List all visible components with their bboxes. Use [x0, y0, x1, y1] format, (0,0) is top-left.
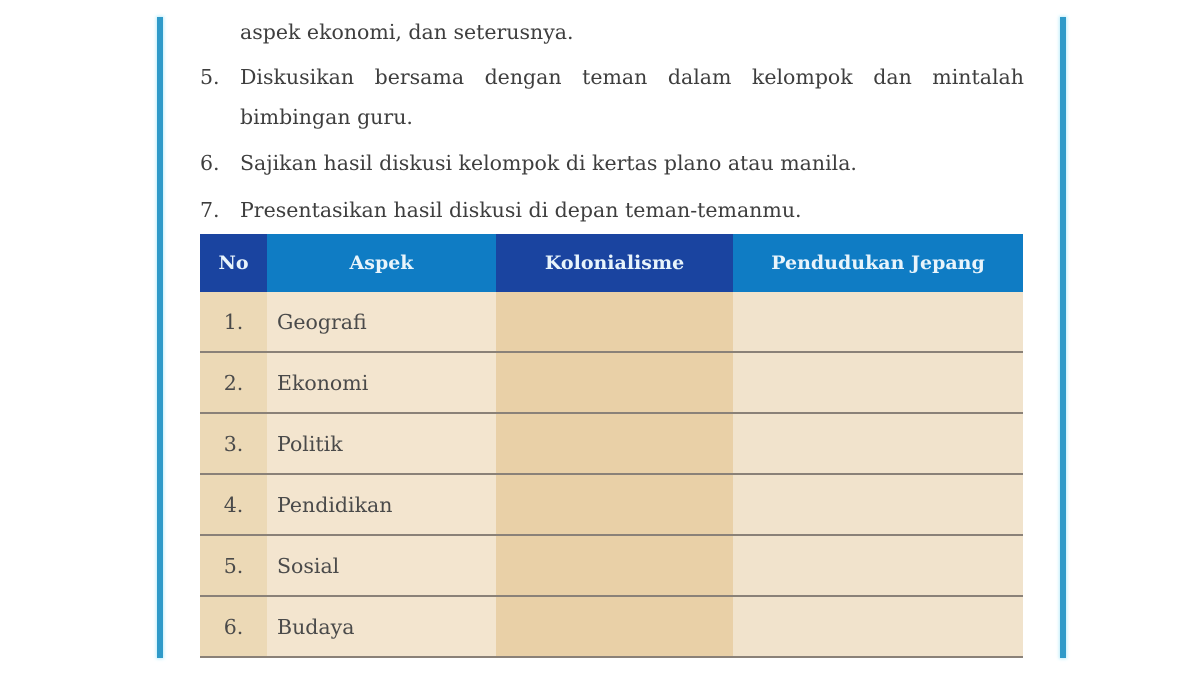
- cell-no: 5.: [200, 535, 267, 596]
- cell-no: 1.: [200, 292, 267, 352]
- cell-no: 3.: [200, 413, 267, 474]
- cell-aspek: Sosial: [267, 535, 496, 596]
- word: dalam: [667, 65, 732, 89]
- instruction-number: 7.: [200, 198, 220, 222]
- left-frame-bar: [157, 17, 163, 658]
- word: mintalah: [932, 65, 1024, 89]
- table-row: [200, 352, 1023, 413]
- cell-kolonialisme: [496, 474, 733, 535]
- cell-aspek: Geografi: [267, 292, 496, 352]
- cell-aspek: Ekonomi: [267, 352, 496, 413]
- word: Diskusikan: [240, 65, 355, 89]
- table-row: [200, 413, 1023, 474]
- word: dan: [873, 65, 912, 89]
- word: dengan: [484, 65, 562, 89]
- instruction-text-line: bimbingan guru.: [240, 105, 413, 129]
- cell-aspek: Politik: [267, 413, 496, 474]
- table-row: [200, 292, 1023, 352]
- cell-pendudukan: [733, 596, 1023, 657]
- header-no: No: [200, 234, 267, 292]
- cell-no: 4.: [200, 474, 267, 535]
- cell-kolonialisme: [496, 535, 733, 596]
- instruction-text: Presentasikan hasil diskusi di depan teman-temanmu.: [240, 198, 802, 222]
- cell-kolonialisme: [496, 596, 733, 657]
- table-row: [200, 474, 1023, 535]
- header-pendudukan-jepang: Pendudukan Jepang: [733, 234, 1023, 292]
- instruction-number: 6.: [200, 151, 220, 175]
- cell-aspek: Budaya: [267, 596, 496, 657]
- instruction-text: Sajikan hasil diskusi kelompok di kertas plano atau manila.: [240, 151, 857, 175]
- right-frame-bar: [1060, 17, 1066, 658]
- cell-pendudukan: [733, 474, 1023, 535]
- cell-pendudukan: [733, 352, 1023, 413]
- instruction-continuation: aspek ekonomi, dan seterusnya.: [240, 20, 574, 44]
- cell-kolonialisme: [496, 413, 733, 474]
- cell-aspek: Pendidikan: [267, 474, 496, 535]
- comparison-table: [200, 234, 1023, 658]
- word: kelompok: [751, 65, 853, 89]
- table-row: [200, 535, 1023, 596]
- word: teman: [582, 65, 648, 89]
- instruction-number: 5.: [200, 65, 220, 89]
- instruction-text-line: [240, 64, 1024, 90]
- header-kolonialisme: Kolonialisme: [496, 234, 733, 292]
- cell-kolonialisme: [496, 352, 733, 413]
- cell-pendudukan: [733, 292, 1023, 352]
- cell-pendudukan: [733, 413, 1023, 474]
- word: bersama: [374, 65, 465, 89]
- header-aspek: Aspek: [267, 234, 496, 292]
- cell-pendudukan: [733, 535, 1023, 596]
- table-row: [200, 596, 1023, 657]
- table-header-row: [200, 234, 1023, 292]
- cell-no: 2.: [200, 352, 267, 413]
- cell-kolonialisme: [496, 292, 733, 352]
- cell-no: 6.: [200, 596, 267, 657]
